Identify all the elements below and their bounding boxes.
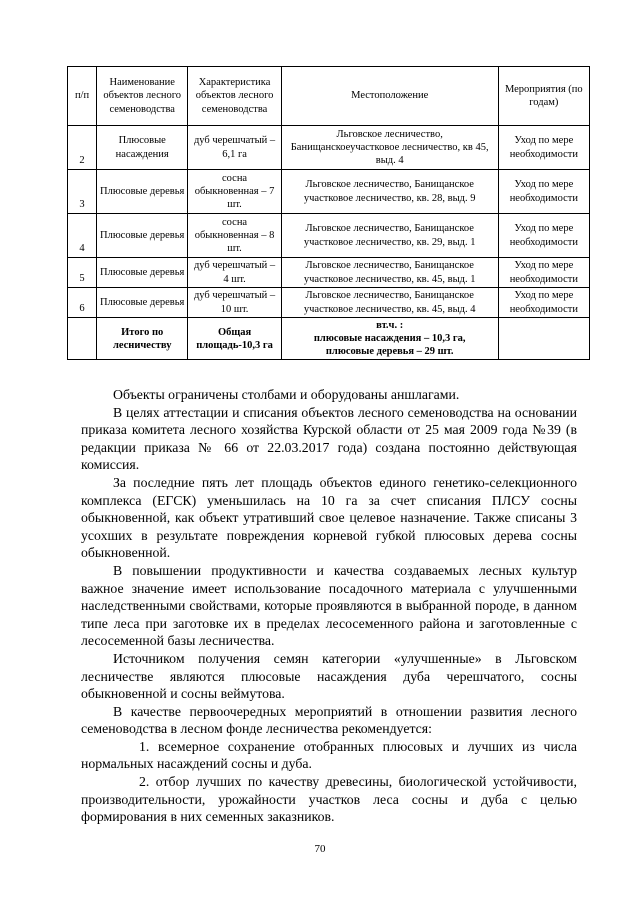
header-number: п/п [68,67,97,126]
row-activities: Уход по мере необходимости [498,214,589,258]
seed-objects-table [67,66,590,360]
paragraph: За последние пять лет площадь объектов единого генетико-селекционного комплекса (ЕГСК) уменьшилась на 10 га за счет списания ПЛСУ сосны обыкновенной, как объект утративший свое целевое назначение. Также списаны 3 усохших в результате повреждения корневой губкой плюсовых дерева сосны обыкновенной. [81,474,577,561]
row-object-name: Плюсовые деревья [97,288,188,318]
total-label: Итого по лесничеству [97,318,188,360]
paragraph: В целях аттестации и списания объектов лесного семеноводства на основании приказа комитета лесного хозяйства Курской области от 25 мая 2009 года №39 (в редакции приказа № 66 от 22.03.2017 года) создана постоянно действующая комиссия. [81,404,577,473]
header-location: Местоположение [281,67,498,126]
list-item: 2. отбор лучших по качеству древесины, биологической устойчивости, производительности, урожайности участков леса сосны и дуба с целью формирования в них семенных заказников. [81,774,577,825]
paragraph: В качестве первоочередных мероприятий в отношении развития лесного семеноводства в лесном фонде лесничества рекомендуется: [81,703,577,737]
total-detail-line: плюсовые деревья – 29 шт. [325,346,454,358]
row-location: Льговское лесничество, Банищанское участковое лесничество, кв. 28, выд. 9 [281,170,498,214]
table-header-row [68,67,590,126]
total-detail-line: плюсовые насаждения – 10,3 га, [313,333,466,345]
total-number-cell [68,318,97,360]
seed-objects-table-wrapper [67,66,590,360]
row-characteristic: дуб черешчатый – 10 шт. [188,288,281,318]
paragraph: Объекты ограничены столбами и оборудованы аншлагами. [113,387,460,402]
row-location: Льговское лесничество, Банищанскоеучастковое лесничество, кв 45, выд. 4 [281,126,498,170]
row-object-name: Плюсовые деревья [97,214,188,258]
row-characteristic: сосна обыкновенная – 7 шт. [188,170,281,214]
page-number: 70 [314,843,326,855]
row-location: Льговское лесничество, Банищанское участковое лесничество, кв. 45, выд. 1 [281,258,498,288]
header-characteristic: Характеристика объектов лесного семеноводства [188,67,281,126]
row-object-name: Плюсовые деревья [97,258,188,288]
table-row [68,258,590,288]
row-location: Льговское лесничество, Банищанское участковое лесничество, кв. 29, выд. 1 [281,214,498,258]
row-characteristic: сосна обыкновенная – 8 шт. [188,214,281,258]
table-row [68,214,590,258]
row-activities: Уход по мере необходимости [498,288,589,318]
row-number: 4 [68,214,97,258]
row-object-name: Плюсовые деревья [97,170,188,214]
row-number: 2 [68,126,97,170]
total-detail-line: вт.ч. : [376,320,404,331]
table-row [68,288,590,318]
row-object-name: Плюсовые насаждения [97,126,188,170]
row-location: Льговское лесничество, Банищанское участковое лесничество, кв. 45, выд. 4 [281,288,498,318]
body-text [81,386,577,826]
row-number: 3 [68,170,97,214]
row-characteristic: дуб черешчатый – 4 шт. [188,258,281,288]
row-activities: Уход по мере необходимости [498,170,589,214]
header-object-name: Наименование объектов лесного семеноводства [97,67,188,126]
row-activities: Уход по мере необходимости [498,126,589,170]
paragraph: Источником получения семян категории «улучшенные» в Льговском лесничестве являются плюсовые насаждения дуба черешчатого, сосны обыкновенной и сосны веймутова. [81,650,577,702]
table-row [68,170,590,214]
row-number: 6 [68,288,97,318]
header-activities: Мероприятия (по годам) [498,67,589,126]
table-total-row [68,318,590,360]
paragraph: В повышении продуктивности и качества создаваемых лесных культур важное значение имеет использование посадочного материала с улучшенными наследственными свойствами, которые проявляются в выбранной породе, в данном типе леса при заготовке их в пределах лесосеменного района и заготовленные с лесосеменной базы лесничества. [81,562,577,649]
total-detail [281,318,498,360]
total-activities-cell [498,318,589,360]
row-number: 5 [68,258,97,288]
row-characteristic: дуб черешчатый – 6,1 га [188,126,281,170]
list-item: 1. всемерное сохранение отобранных плюсовых и лучших из числа нормальных насаждений сосны и дуба. [81,738,577,772]
table-row [68,126,590,170]
row-activities: Уход по мере необходимости [498,258,589,288]
total-area: Общая площадь-10,3 га [188,318,281,360]
